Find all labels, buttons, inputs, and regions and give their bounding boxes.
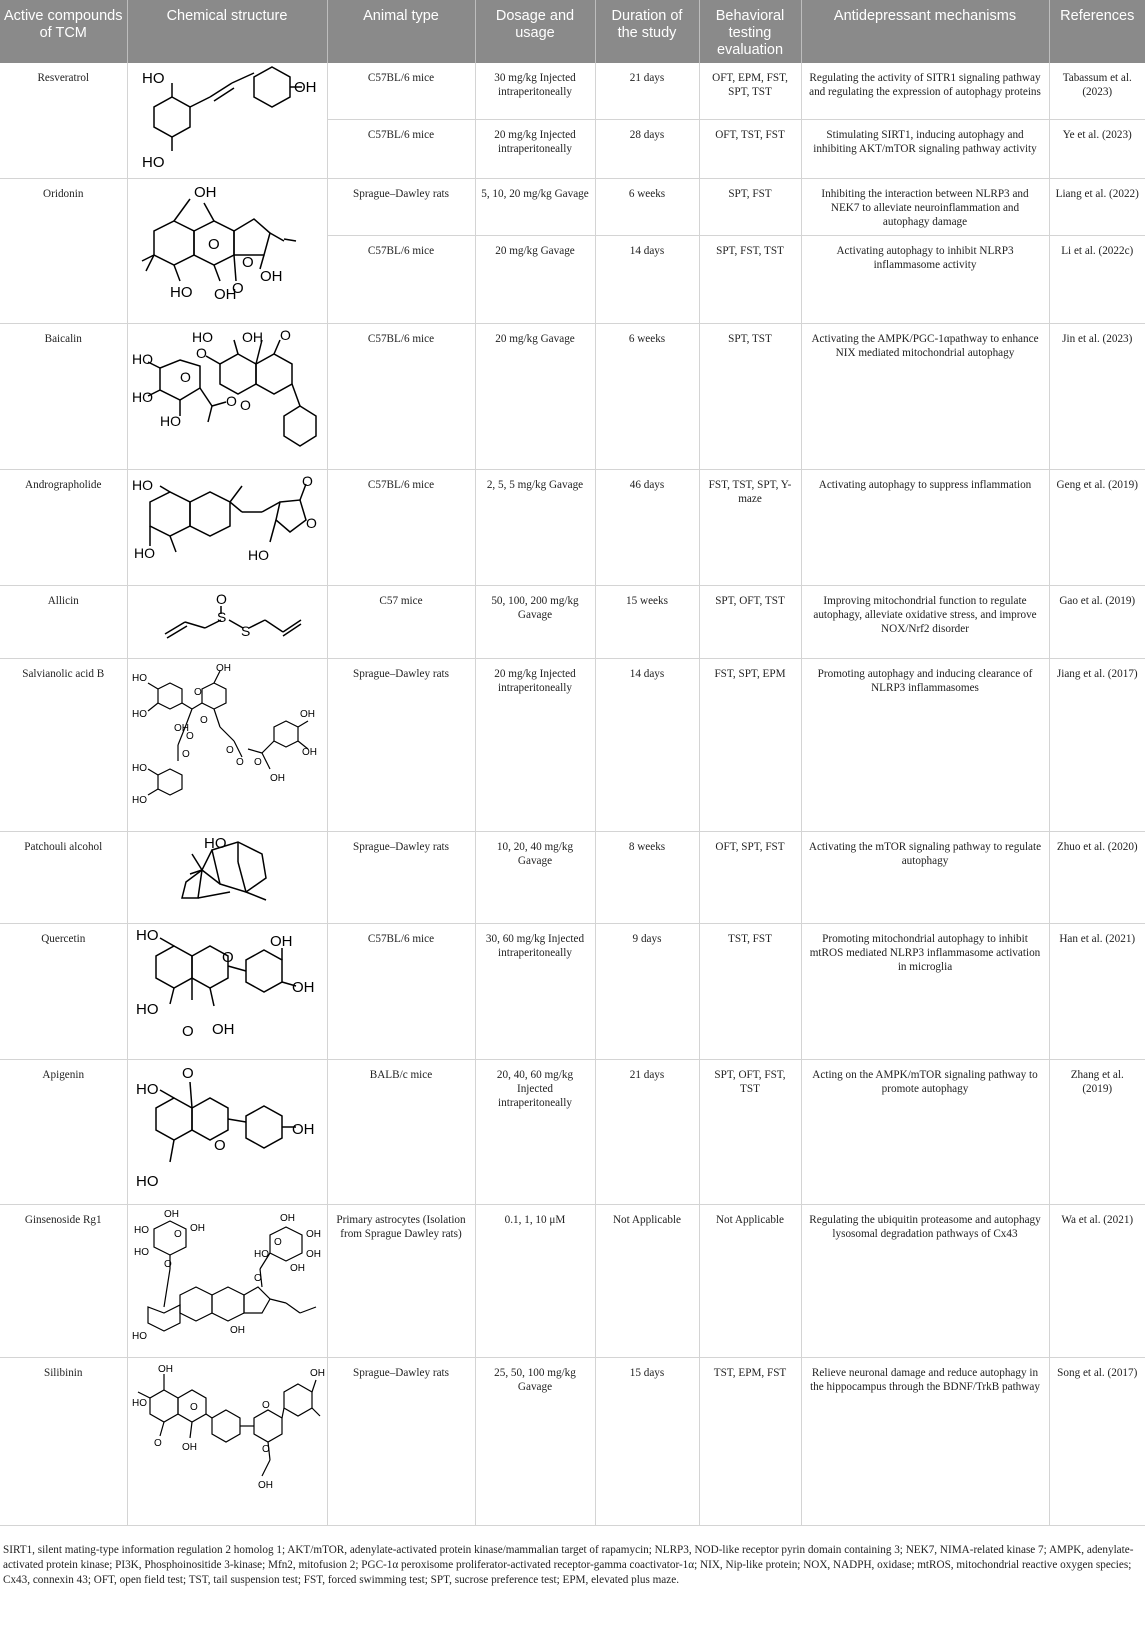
behavioral-tests: OFT, EPM, FST, SPT, TST bbox=[699, 63, 801, 119]
table-row bbox=[0, 178, 1145, 235]
duration: 8 weeks bbox=[595, 831, 699, 923]
structure-cell bbox=[127, 923, 327, 1059]
dosage: 50, 100, 200 mg/kg Gavage bbox=[475, 585, 595, 658]
structure-label: O bbox=[221, 948, 234, 966]
compound-name: Patchouli alcohol bbox=[0, 831, 127, 923]
structure-label: O bbox=[273, 1236, 282, 1248]
structure-label: HO bbox=[135, 926, 158, 944]
structure-label: HO bbox=[133, 544, 155, 561]
animal-type: C57BL/6 mice bbox=[327, 119, 475, 178]
behavioral-tests: OFT, SPT, FST bbox=[699, 831, 801, 923]
reference: Jin et al. (2023) bbox=[1049, 323, 1145, 469]
table-row bbox=[0, 585, 1145, 658]
structure-label: OH bbox=[309, 1367, 325, 1379]
structure-label: OH bbox=[260, 267, 283, 285]
table-row bbox=[0, 1357, 1145, 1525]
structure-label: HO bbox=[131, 762, 147, 774]
structure-label: O bbox=[208, 235, 220, 253]
compound-name: Baicalin bbox=[0, 323, 127, 469]
structure-label: HO bbox=[131, 388, 153, 405]
mechanism: Inhibiting the interaction between NLRP3 and NEK7 to alleviate neuroinflammation and autophagy damage bbox=[801, 178, 1049, 235]
structure-cell bbox=[127, 1204, 327, 1357]
structure-cell bbox=[127, 323, 327, 469]
reference: Liang et al. (2022) bbox=[1049, 178, 1145, 235]
structure-label: O bbox=[225, 392, 237, 409]
compound-name: Ginsenoside Rg1 bbox=[0, 1204, 127, 1357]
dosage: 10, 20, 40 mg/kg Gavage bbox=[475, 831, 595, 923]
quercetin-structure-image bbox=[130, 926, 326, 1054]
structure-label: O bbox=[279, 326, 291, 343]
dosage: 20 mg/kg Gavage bbox=[475, 323, 595, 469]
compound-name: Quercetin bbox=[0, 923, 127, 1059]
structure-label: OH bbox=[301, 746, 317, 758]
compound-name: Silibinin bbox=[0, 1357, 127, 1525]
structure-label: HO bbox=[135, 1172, 158, 1190]
silibinin-structure-image bbox=[130, 1360, 326, 1520]
mechanism: Relieve neuronal damage and reduce autophagy in the hippocampus through the BDNF/TrkB pathway bbox=[801, 1357, 1049, 1525]
animal-type: Primary astrocytes (Isolation from Sprague Dawley rats) bbox=[327, 1204, 475, 1357]
structure-label: O bbox=[179, 368, 191, 385]
andrographolide-structure-image bbox=[130, 472, 326, 580]
behavioral-tests: TST, FST bbox=[699, 923, 801, 1059]
duration: 21 days bbox=[595, 63, 699, 119]
structure-label: HO bbox=[253, 1248, 269, 1260]
behavioral-tests: Not Applicable bbox=[699, 1204, 801, 1357]
structure-label: OH bbox=[257, 1479, 273, 1491]
mechanism: Stimulating SIRT1, inducing autophagy and inhibiting AKT/mTOR signaling pathway activity bbox=[801, 119, 1049, 178]
behavioral-tests: SPT, FST bbox=[699, 178, 801, 235]
structure-label: OH bbox=[269, 932, 292, 950]
structure-label: OH bbox=[215, 662, 231, 674]
mechanism: Activating the mTOR signaling pathway to regulate autophagy bbox=[801, 831, 1049, 923]
animal-type: C57BL/6 mice bbox=[327, 235, 475, 323]
structure-label: O bbox=[301, 472, 313, 489]
table-row bbox=[0, 1059, 1145, 1204]
mechanism: Activating autophagy to inhibit NLRP3 inflammasome activity bbox=[801, 235, 1049, 323]
structure-label: HO bbox=[131, 672, 147, 684]
compound-name: Andrographolide bbox=[0, 469, 127, 585]
table-row bbox=[0, 831, 1145, 923]
structure-cell bbox=[127, 63, 327, 178]
reference: Gao et al. (2019) bbox=[1049, 585, 1145, 658]
structure-label: O bbox=[193, 686, 202, 698]
ginsenoside-rg1-structure-image bbox=[130, 1207, 326, 1352]
structure-label: O bbox=[153, 1437, 162, 1449]
behavioral-tests: FST, TST, SPT, Y-maze bbox=[699, 469, 801, 585]
structure-label: OH bbox=[299, 708, 315, 720]
mechanism: Improving mitochondrial function to regulate autophagy, alleviate oxidative stress, and improve NOX/Nrf2 disorder bbox=[801, 585, 1049, 658]
animal-type: C57BL/6 mice bbox=[327, 923, 475, 1059]
mechanism: Activating the AMPK/PGC-1αpathway to enhance NIX mediated mitochondrial autophagy bbox=[801, 323, 1049, 469]
structure-label: HO bbox=[170, 283, 193, 301]
behavioral-tests: SPT, OFT, FST, TST bbox=[699, 1059, 801, 1204]
structure-label: S bbox=[217, 608, 227, 625]
structure-label: OH bbox=[241, 328, 263, 345]
structure-label: O bbox=[195, 344, 207, 361]
structure-label: O bbox=[173, 1228, 182, 1240]
structure-label: HO bbox=[131, 476, 153, 493]
structure-label: O bbox=[213, 1136, 226, 1154]
dosage: 30, 60 mg/kg Injected intraperitoneally bbox=[475, 923, 595, 1059]
reference: Wa et al. (2021) bbox=[1049, 1204, 1145, 1357]
reference: Ye et al. (2023) bbox=[1049, 119, 1145, 178]
table-row bbox=[0, 63, 1145, 119]
animal-type: C57BL/6 mice bbox=[327, 469, 475, 585]
behavioral-tests: TST, EPM, FST bbox=[699, 1357, 801, 1525]
reference: Zhang et al. (2019) bbox=[1049, 1059, 1145, 1204]
duration: 15 days bbox=[595, 1357, 699, 1525]
structure-label: OH bbox=[157, 1363, 173, 1375]
duration: 14 days bbox=[595, 235, 699, 323]
structure-label: HO bbox=[133, 1246, 149, 1258]
structure-label: OH bbox=[305, 1248, 321, 1260]
structure-label: OH bbox=[211, 1020, 234, 1038]
behavioral-tests: SPT, FST, TST bbox=[699, 235, 801, 323]
structure-cell bbox=[127, 469, 327, 585]
animal-type: Sprague–Dawley rats bbox=[327, 658, 475, 831]
dosage: 25, 50, 100 mg/kg Gavage bbox=[475, 1357, 595, 1525]
structure-label: OH bbox=[173, 722, 189, 734]
compound-name: Apigenin bbox=[0, 1059, 127, 1204]
table-footnote: SIRT1, silent mating-type information regulation 2 homolog 1; AKT/mTOR, adenylate-activated protein kinase/mammalian target of rapamycin; NLRP3, NOD-like receptor pyrin domain containing 3; NEK7, NIMA-related kinase 7; AMPK, adenylate-activated protein kinase; PI3K, Phosphoinositide 3-kinase; Mfn2, mitofusion 2; PGC-1α peroxisome proliferator-activated receptor-gamma coactivator-1α; NIX, Nip-like protein; NOX, NADPH, oxidase; mtROS, mitochondrial reactive oxygen species; Cx43, connexin 43; OFT, open field test; TST, tail suspension test; FST, forced swimming test; SPT, sucrose preference test; EPM, elevated plus maze. bbox=[3, 1544, 1134, 1587]
duration: 21 days bbox=[595, 1059, 699, 1204]
compound-name: Resveratrol bbox=[0, 63, 127, 178]
compound-name: Allicin bbox=[0, 585, 127, 658]
header-duration: Duration of the study bbox=[595, 0, 699, 63]
dosage: 20, 40, 60 mg/kg Injected intraperitoneally bbox=[475, 1059, 595, 1204]
mechanism: Promoting mitochondrial autophagy to inhibit mtROS mediated NLRP3 inflammasome activation in microglia bbox=[801, 923, 1049, 1059]
structure-label: OH bbox=[189, 1222, 205, 1234]
duration: 6 weeks bbox=[595, 323, 699, 469]
animal-type: C57 mice bbox=[327, 585, 475, 658]
reference: Li et al. (2022c) bbox=[1049, 235, 1145, 323]
structure-label: OH bbox=[163, 1208, 179, 1220]
header-animal: Animal type bbox=[327, 0, 475, 63]
structure-label: HO bbox=[135, 1000, 158, 1018]
mechanism: Activating autophagy to suppress inflammation bbox=[801, 469, 1049, 585]
structure-label: O bbox=[253, 1272, 262, 1284]
allicin-structure-image bbox=[147, 588, 307, 648]
duration: 6 weeks bbox=[595, 178, 699, 235]
animal-type: C57BL/6 mice bbox=[327, 63, 475, 119]
structure-label: HO bbox=[131, 708, 147, 720]
mechanism: Acting on the AMPK/mTOR signaling pathway to promote autophagy bbox=[801, 1059, 1049, 1204]
structure-label: HO bbox=[131, 1397, 147, 1409]
dosage: 20 mg/kg Injected intraperitoneally bbox=[475, 658, 595, 831]
structure-label: O bbox=[181, 748, 190, 760]
table-row bbox=[0, 658, 1145, 831]
reference: Geng et al. (2019) bbox=[1049, 469, 1145, 585]
reference: Tabassum et al. (2023) bbox=[1049, 63, 1145, 119]
structure-label: O bbox=[189, 1401, 198, 1413]
dosage: 30 mg/kg Injected intraperitoneally bbox=[475, 63, 595, 119]
animal-type: Sprague–Dawley rats bbox=[327, 1357, 475, 1525]
salvianolic-acid-b-structure-image bbox=[130, 661, 326, 826]
oridonin-structure-image bbox=[132, 181, 322, 309]
behavioral-tests: OFT, TST, FST bbox=[699, 119, 801, 178]
table-row bbox=[0, 1204, 1145, 1357]
structure-cell bbox=[127, 178, 327, 323]
structure-cell bbox=[127, 831, 327, 923]
dosage: 2, 5, 5 mg/kg Gavage bbox=[475, 469, 595, 585]
dosage: 0.1, 1, 10 μM bbox=[475, 1204, 595, 1357]
header-structure: Chemical structure bbox=[127, 0, 327, 63]
mechanism: Promoting autophagy and inducing clearance of NLRP3 inflammasomes bbox=[801, 658, 1049, 831]
duration: 46 days bbox=[595, 469, 699, 585]
reference: Song et al. (2017) bbox=[1049, 1357, 1145, 1525]
structure-label: OH bbox=[214, 285, 237, 303]
structure-label: O bbox=[232, 279, 244, 297]
animal-type: Sprague–Dawley rats bbox=[327, 831, 475, 923]
structure-label: HO bbox=[131, 1330, 147, 1342]
dosage: 5, 10, 20 mg/kg Gavage bbox=[475, 178, 595, 235]
behavioral-tests: SPT, OFT, TST bbox=[699, 585, 801, 658]
structure-label: O bbox=[181, 1022, 194, 1040]
structure-label: OH bbox=[181, 1441, 197, 1453]
structure-label: OH bbox=[269, 772, 285, 784]
structure-label: OH bbox=[194, 183, 217, 201]
structure-label: OH bbox=[279, 1212, 295, 1224]
resveratrol-structure-image bbox=[132, 65, 322, 173]
header-references: References bbox=[1049, 0, 1145, 63]
structure-label: O bbox=[242, 253, 254, 271]
structure-cell bbox=[127, 658, 327, 831]
structure-label: OH bbox=[291, 978, 314, 996]
header-mechanism: Antidepressant mechanisms bbox=[801, 0, 1049, 63]
structure-label: O bbox=[216, 590, 227, 607]
mechanism: Regulating the ubiquitin proteasome and autophagy lysosomal degradation pathways of Cx43 bbox=[801, 1204, 1049, 1357]
animal-type: Sprague–Dawley rats bbox=[327, 178, 475, 235]
duration: 28 days bbox=[595, 119, 699, 178]
duration: 15 weeks bbox=[595, 585, 699, 658]
behavioral-tests: FST, SPT, EPM bbox=[699, 658, 801, 831]
structure-label: O bbox=[225, 744, 234, 756]
compound-name: Oridonin bbox=[0, 178, 127, 323]
structure-label: OH bbox=[294, 79, 317, 96]
structure-label: O bbox=[185, 730, 194, 742]
patchouli-alcohol-structure-image bbox=[142, 834, 312, 918]
animal-type: C57BL/6 mice bbox=[327, 323, 475, 469]
structure-label: HO bbox=[133, 1224, 149, 1236]
duration: 14 days bbox=[595, 658, 699, 831]
structure-label: O bbox=[261, 1443, 270, 1455]
structure-label: OH bbox=[289, 1262, 305, 1274]
structure-label: S bbox=[241, 622, 251, 639]
dosage: 20 mg/kg Injected intraperitoneally bbox=[475, 119, 595, 178]
behavioral-tests: SPT, TST bbox=[699, 323, 801, 469]
structure-label: OH bbox=[229, 1324, 245, 1336]
structure-label: HO bbox=[135, 1080, 158, 1098]
structure-label: O bbox=[235, 756, 244, 768]
structure-label: O bbox=[305, 514, 317, 531]
apigenin-structure-image bbox=[130, 1062, 326, 1198]
structure-label: O bbox=[181, 1064, 194, 1082]
structure-label: HO bbox=[191, 328, 213, 345]
structure-label: O bbox=[239, 396, 251, 413]
table-row bbox=[0, 923, 1145, 1059]
structure-label: HO bbox=[204, 834, 227, 852]
baicalin-structure-image bbox=[130, 326, 326, 464]
structure-cell bbox=[127, 1059, 327, 1204]
header-row bbox=[0, 0, 1145, 63]
reference: Jiang et al. (2017) bbox=[1049, 658, 1145, 831]
reference: Han et al. (2021) bbox=[1049, 923, 1145, 1059]
structure-label: O bbox=[199, 714, 208, 726]
structure-label: O bbox=[253, 756, 262, 768]
structure-cell bbox=[127, 585, 327, 658]
table-row bbox=[0, 469, 1145, 585]
structure-label: OH bbox=[305, 1228, 321, 1240]
structure-label: O bbox=[261, 1399, 270, 1411]
mechanism: Regulating the activity of SITR1 signaling pathway and regulating the expression of autophagy proteins bbox=[801, 63, 1049, 119]
reference: Zhuo et al. (2020) bbox=[1049, 831, 1145, 923]
structure-label: HO bbox=[142, 154, 165, 171]
dosage: 20 mg/kg Gavage bbox=[475, 235, 595, 323]
compound-name: Salvianolic acid B bbox=[0, 658, 127, 831]
header-dosage: Dosage and usage bbox=[475, 0, 595, 63]
table-row bbox=[0, 323, 1145, 469]
structure-label: O bbox=[163, 1258, 172, 1270]
animal-type: BALB/c mice bbox=[327, 1059, 475, 1204]
structure-label: OH bbox=[291, 1120, 314, 1138]
structure-label: HO bbox=[159, 412, 181, 429]
structure-cell bbox=[127, 1357, 327, 1525]
duration: Not Applicable bbox=[595, 1204, 699, 1357]
duration: 9 days bbox=[595, 923, 699, 1059]
structure-label: HO bbox=[247, 546, 269, 563]
header-behavioral: Behavioral testing evaluation bbox=[699, 0, 801, 63]
structure-label: HO bbox=[142, 70, 165, 87]
structure-label: HO bbox=[131, 794, 147, 806]
structure-label: HO bbox=[131, 350, 153, 367]
header-compound: Active compounds of TCM bbox=[0, 0, 127, 63]
